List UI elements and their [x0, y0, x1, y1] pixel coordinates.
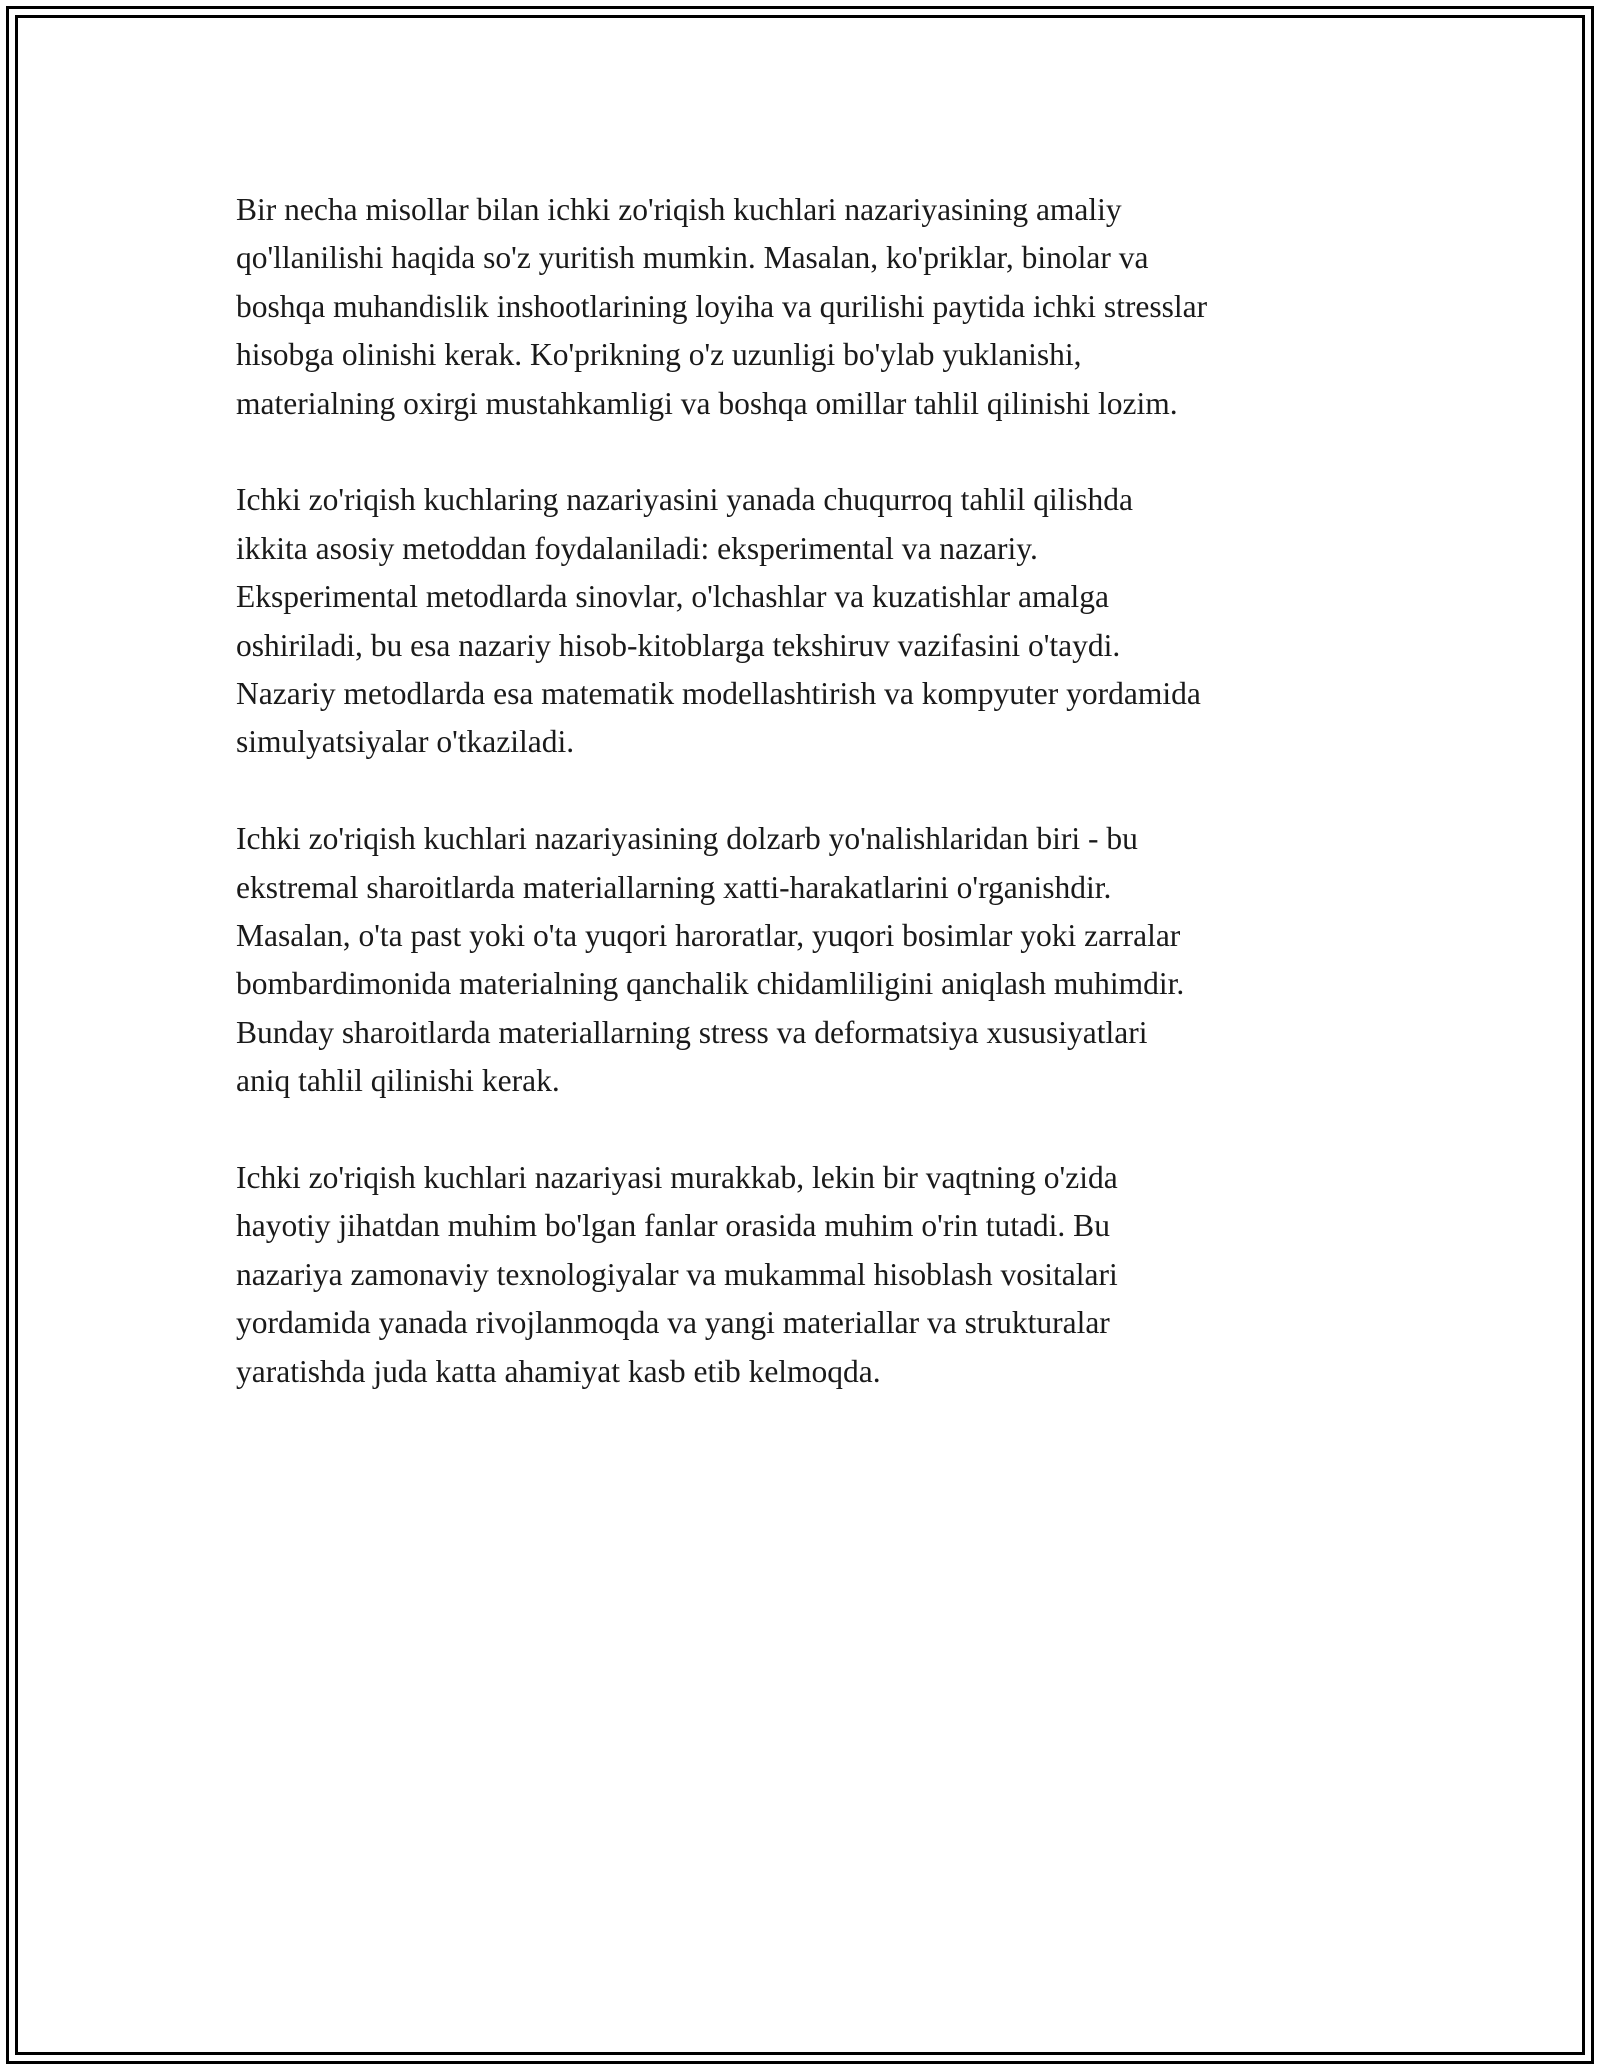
paragraph-1: Bir necha misollar bilan ichki zo'riqish kuchlari nazariyasining amaliy qo'llanilishi haqida so'z yuritish mumkin. Masalan, ko'priklar, binolar va boshqa muhandislik inshootlarining loyiha va qurilishi paytida ichki stresslar hisobga olinishi kerak. Ko'prikning o'z uzunligi bo'ylab yuklanishi, materialning oxirgi mustahkamligi va boshqa omillar tahlil qilinishi lozim.: [236, 192, 1208, 421]
paragraph-2: Ichki zo'riqish kuchlaring nazariyasini yanada chuqurroq tahlil qilishda ikkita asosiy metoddan foydalaniladi: eksperimental va nazariy. Eksperimental metodlarda sinovlar, o'lchashlar va kuzatishlar amalga oshiriladi, bu esa nazariy hisob-kitoblarga tekshiruv vazifasini o'taydi. Nazariy metodlarda esa matematik modellashtirish va kompyuter yordamida simulyatsiyalar o'tkaziladi.: [236, 482, 1201, 760]
paragraph-4: Ichki zo'riqish kuchlari nazariyasi murakkab, lekin bir vaqtning o'zida hayotiy jihatdan muhim bo'lgan fanlar orasida muhim o'rin tutadi. Bu nazariya zamonaviy texnologiyalar va mukammal hisoblash vositalari yordamida yanada rivojlanmoqda va yangi materiallar va strukturalar yaratishda juda katta ahamiyat kasb etib kelmoqda.: [236, 1160, 1118, 1389]
paragraph-3: Ichki zo'riqish kuchlari nazariyasining dolzarb yo'nalishlaridan biri - bu ekstremal sharoitlarda materiallarning xatti-harakatlarini o'rganishdir. Masalan, o'ta past yoki o'ta yuqori haroratlar, yuqori bosimlar yoki zarralar bombardimonida materialning qanchalik chidamliligini aniqlash muhimdir. Bunday sharoitlarda materiallarning stress va deformatsiya xususiyatlari aniq tahlil qilinishi kerak.: [236, 821, 1185, 1099]
document-body: [236, 186, 1406, 1445]
